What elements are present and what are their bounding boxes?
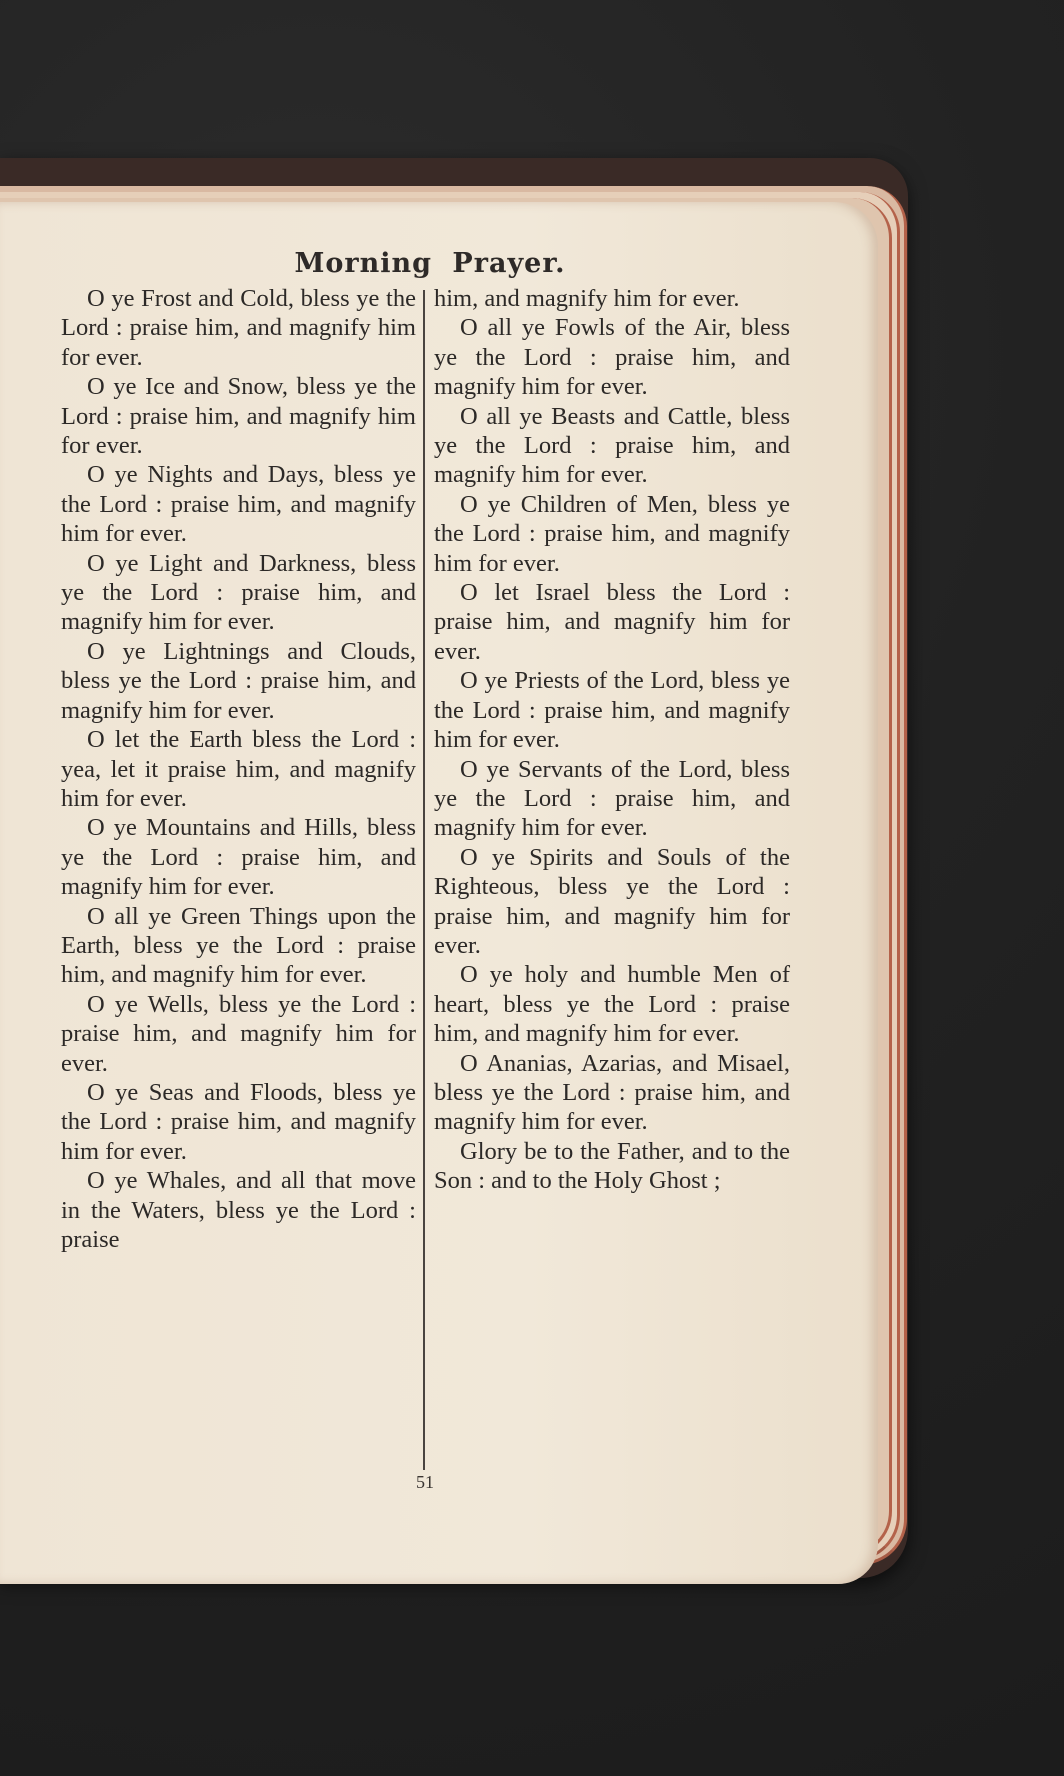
verse: O ye Ice and Snow, bless ye the Lord : praise him, and magnify him for ever. <box>61 373 416 460</box>
verse: O let the Earth bless the Lord : yea, let it praise him, and magnify him for ever. <box>61 726 416 812</box>
verse-continuation: him, and magnify him for ever. <box>434 285 740 312</box>
page-title: Morning Prayer. <box>294 248 566 279</box>
verse: O ye Nights and Days, bless ye the Lord : praise him, and magnify him for ever. <box>61 461 416 548</box>
right-column <box>434 284 790 1196</box>
verse: O ye Frost and Cold, bless ye the Lord : praise him, and magnify him for ever. <box>61 285 416 371</box>
left-column <box>61 284 416 1254</box>
verse: O ye Whales, and all that move in the Waters, bless ye the Lord : praise <box>61 1167 416 1253</box>
verse: O ye Seas and Floods, bless ye the Lord : praise him, and magnify him for ever. <box>61 1078 416 1165</box>
verse: O ye holy and humble Men of heart, bless ye the Lord : praise him, and magnify him for ever. <box>434 961 790 1048</box>
verse: O Ananias, Azarias, and Misael, bless ye the Lord : praise him, and magnify him for ever. <box>434 1049 790 1136</box>
verse: O let Israel bless the Lord : praise him, and magnify him for ever. <box>434 579 790 665</box>
verse: O ye Wells, bless ye the Lord : praise him, and magnify him for ever. <box>61 990 416 1077</box>
verse: O all ye Fowls of the Air, bless ye the Lord : praise him, and magnify him for ever. <box>434 314 790 401</box>
verse: O ye Servants of the Lord, bless ye the Lord : praise him, and magnify him for ever. <box>434 755 790 842</box>
verse: O ye Mountains and Hills, bless ye the Lord : praise him, and magnify him for ever. <box>61 814 416 901</box>
verse: Glory be to the Father, and to the Son : and to the Holy Ghost ; <box>434 1137 790 1195</box>
verse: O all ye Beasts and Cattle, bless ye the Lord : praise him, and magnify him for ever. <box>434 402 790 489</box>
verse: O ye Light and Darkness, bless ye the Lord : praise him, and magnify him for ever. <box>61 549 416 636</box>
column-divider <box>423 290 425 1470</box>
verse: O ye Children of Men, bless ye the Lord : praise him, and magnify him for ever. <box>434 490 790 577</box>
verse: O ye Priests of the Lord, bless ye the Lord : praise him, and magnify him for ever. <box>434 667 790 754</box>
page-number: 51 <box>416 1472 434 1492</box>
verse: O ye Lightnings and Clouds, bless ye the Lord : praise him, and magnify him for ever. <box>61 637 416 724</box>
verse: O ye Spirits and Souls of the Righteous, bless ye the Lord : praise him, and magnify him for ever. <box>434 843 790 959</box>
verse: O all ye Green Things upon the Earth, bless ye the Lord : praise him, and magnify him for ever. <box>61 902 416 989</box>
